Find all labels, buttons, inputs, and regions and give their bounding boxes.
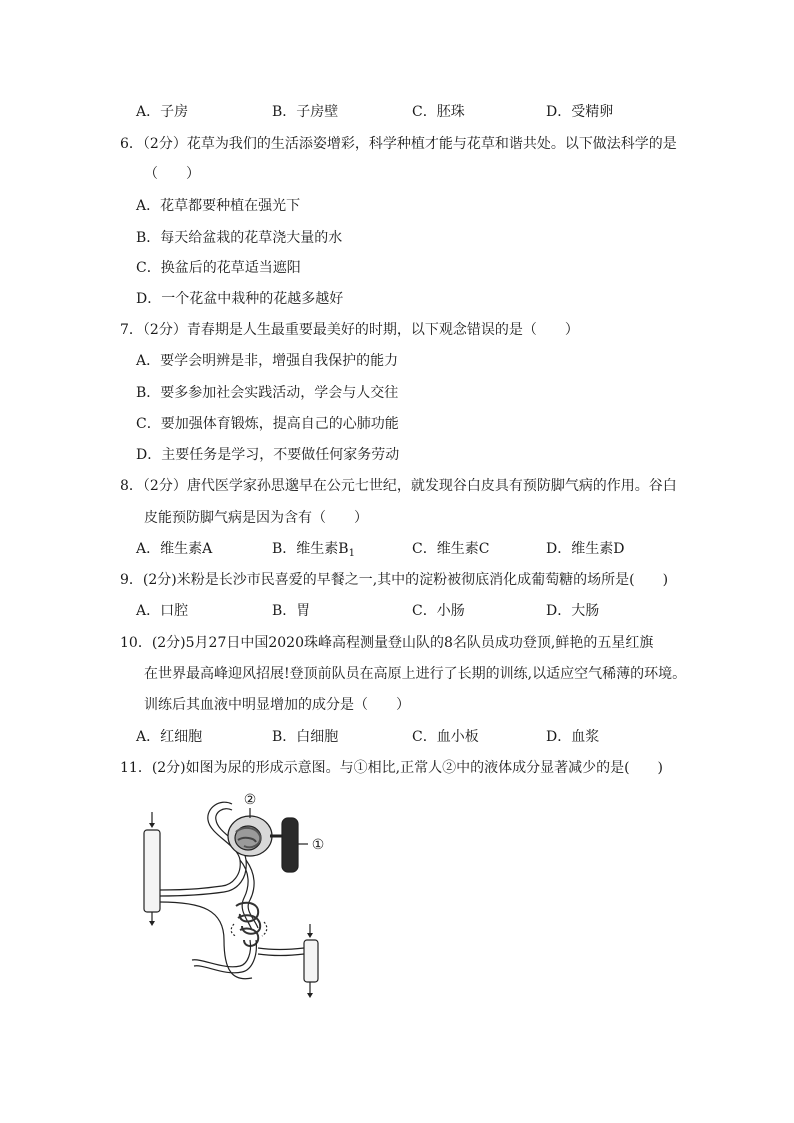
q7-stem: 7．（2分）青春期是人生最重要最美好的时期，以下观念错误的是（ ） <box>120 322 579 338</box>
q6-option-d: D．一个花盆中栽种的花越多越好 <box>136 291 344 307</box>
q8-stem-cont: 皮能预防脚气病是因为含有（ ） <box>144 510 368 526</box>
q8-option-a: A．维生素A <box>136 541 213 557</box>
q10-stem-cont-2: 训练后其血液中明显增加的成分是（ ） <box>144 697 410 713</box>
nephron-figure <box>132 790 342 1005</box>
q8-option-c: C．维生素C <box>412 541 490 557</box>
q8-option-b: B．维生素$B_1$ <box>272 541 355 559</box>
q7-option-d: D．主要任务是学习，不要做任何家务劳动 <box>136 447 400 463</box>
q6-option-a: A．花草都要种植在强光下 <box>136 198 301 214</box>
tube-to-right-vessel <box>258 948 304 950</box>
q8-option-d: D．维生素D <box>546 541 625 557</box>
q5-option-b: B．子房壁 <box>272 104 339 120</box>
q8-stem: 8．（2分）唐代医学家孙思邈早在公元七世纪，就发现谷白皮具有预防脚气病的作用。谷白 <box>120 478 677 494</box>
q10-stem-cont-1: 在世界最高峰迎风招展!登顶前队员在高原上进行了长期的训练,以适应空气稀薄的环境。 <box>144 666 687 682</box>
q9-options <box>136 601 696 621</box>
q5-option-d: D．受精卵 <box>546 104 614 120</box>
vessel-1 <box>282 818 298 872</box>
label-1: ① <box>311 837 325 853</box>
q5-option-c: C．胚珠 <box>412 104 465 120</box>
loop-tube <box>192 940 251 967</box>
q7-option-c: C．要加强体育锻炼，提高自己的心肺功能 <box>136 416 399 432</box>
q7-option-a: A．要学会明辨是非，增强自我保护的能力 <box>136 353 399 369</box>
q11-stem: 11．(2分)如图为尿的形成示意图。与①相比,正常人②中的液体成分显著减少的是( ) <box>120 760 664 776</box>
q10-option-d: D．血浆 <box>546 729 600 745</box>
q9-option-d: D．大肠 <box>546 603 600 619</box>
q5-option-a: A．子房 <box>136 104 189 120</box>
q7-option-b: B．要多参加社会实践活动，学会与人交往 <box>136 385 399 401</box>
right-vessel <box>304 940 318 982</box>
q6-option-b: B．每天给盆栽的花草浇大量的水 <box>136 230 343 246</box>
q10-option-b: B．白细胞 <box>272 729 339 745</box>
q5-options <box>136 102 696 122</box>
q8-options <box>136 539 696 559</box>
q6-stem-cont: （ ） <box>144 166 200 182</box>
q9-option-c: C．小肠 <box>412 603 465 619</box>
q9-stem: 9．(2分)米粉是长沙市民喜爱的早餐之一,其中的淀粉被彻底消化成葡萄糖的场所是( ) <box>120 572 669 588</box>
q10-options <box>136 727 696 747</box>
q10-option-c: C．血小板 <box>412 729 479 745</box>
q10-stem: 10．(2分)5月27日中国2020珠峰高程测量登山队的8名队员成功登顶,鲜艳的五星红旗 <box>120 635 654 651</box>
q6-stem: 6．（2分）花草为我们的生活添姿增彩，科学种植才能与花草和谐共处。以下做法科学的是 <box>120 136 677 152</box>
q8-option-b-subscript: 1 <box>348 548 355 559</box>
left-vessel <box>144 830 160 912</box>
connector-tube <box>160 886 222 890</box>
q6-option-c: C．换盆后的花草适当遮阳 <box>136 260 301 276</box>
q10-option-a: A．红细胞 <box>136 729 203 745</box>
q9-option-b: B．胃 <box>272 603 311 619</box>
q9-option-a: A．口腔 <box>136 603 189 619</box>
label-2: ② <box>243 792 257 808</box>
